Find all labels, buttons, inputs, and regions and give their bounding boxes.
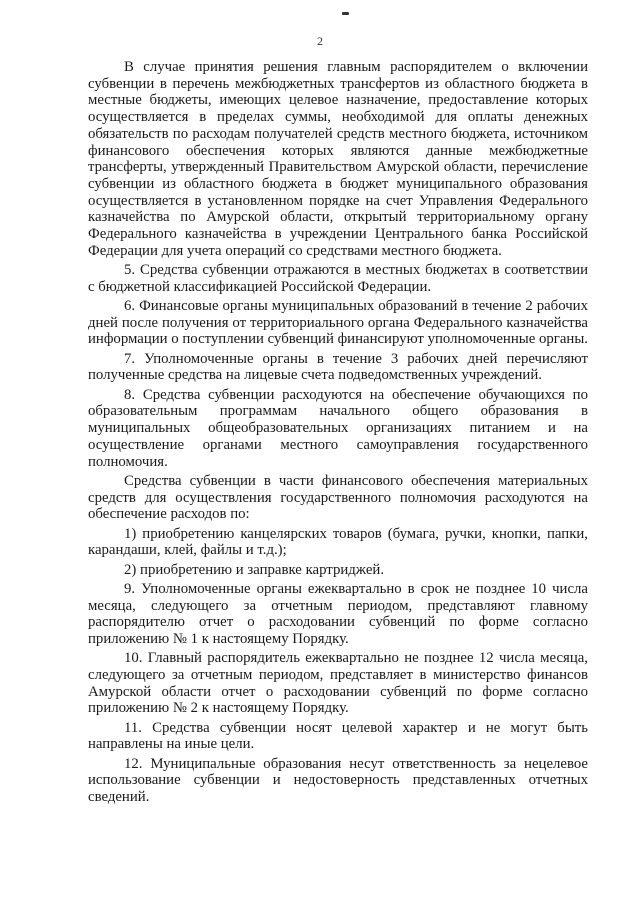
paragraph-6: 6. Финансовые органы муниципальных образований в течение 2 рабочих дней после получения от территориального органа Федерального казначейства информации о поступлении субвенций финансируют уполномоченные органы. bbox=[88, 298, 588, 348]
paragraph-subvention-transfer: В случае принятия решения главным распорядителем о включении субвенции в перечень межбюджетных трансфертов из областного бюджета в местные бюджеты, имеющих целевое назначение, предоставление которых осуществляется в пределах суммы, необходимой для оплаты денежных обязательств по расходам получателей средств местного бюджета, источником финансового обеспечения которых являются данные межбюджетные трансферты, утвержденный Правительством Амурской области, перечисление субвенции из областного бюджета в бюджет муниципального образования осуществляется в установленном порядке на счет Управления Федерального казначейства по Амурской области, открытый территориальному органу Федерального казначейства в учреждении Центрального банка Российской Федерации для учета операций со средствами местного бюджета. bbox=[88, 59, 588, 259]
paragraph-12: 12. Муниципальные образования несут ответственность за нецелевое использование субвенции и недостоверность представленных отчетных сведений. bbox=[88, 755, 588, 806]
paragraph-8: 8. Средства субвенции расходуются на обеспечение обучающихся по образовательным программам начального общего образования в муниципальных общеобразовательных организациях питанием и на осуществление органами местного самоуправления государственного полномочия. bbox=[88, 386, 588, 470]
page-number: 2 bbox=[317, 34, 323, 48]
document-body bbox=[88, 59, 588, 808]
paragraph-9: 9. Уполномоченные органы ежеквартально в срок не позднее 10 числа месяца, следующего за отчетным периодом, представляют главному распорядителю отчет о расходовании субвенций по форме согласно приложению № 1 к настоящему Порядку. bbox=[88, 580, 588, 647]
paragraph-10: 10. Главный распорядитель ежеквартально не позднее 12 числа месяца, следующего за отчетным периодом, представляет в министерство финансов Амурской области отчет о расходовании субвенций по форме согласно приложению № 2 к настоящему Порядку. bbox=[88, 650, 588, 717]
paragraph-11: 11. Средства субвенции носят целевой характер и не могут быть направлены на иные цели. bbox=[88, 719, 588, 753]
list-item-2: 2) приобретению и заправке картриджей. bbox=[124, 561, 385, 578]
paragraph-7: 7. Уполномоченные органы в течение 3 рабочих дней перечисляют полученные средства на лицевые счета подведомственных учреждений. bbox=[88, 350, 588, 384]
list-item-1: 1) приобретению канцелярских товаров (бумага, ручки, кнопки, папки, карандаши, клей, файлы и т.д.); bbox=[88, 525, 588, 559]
paragraph-material-means: Средства субвенции в части финансового обеспечения материальных средств для осуществления государственного полномочия расходуются на обеспечение расходов по: bbox=[88, 472, 588, 523]
scan-mark bbox=[342, 12, 349, 15]
paragraph-5: 5. Средства субвенции отражаются в местных бюджетах в соответствии с бюджетной классификацией Российской Федерации. bbox=[88, 262, 588, 295]
